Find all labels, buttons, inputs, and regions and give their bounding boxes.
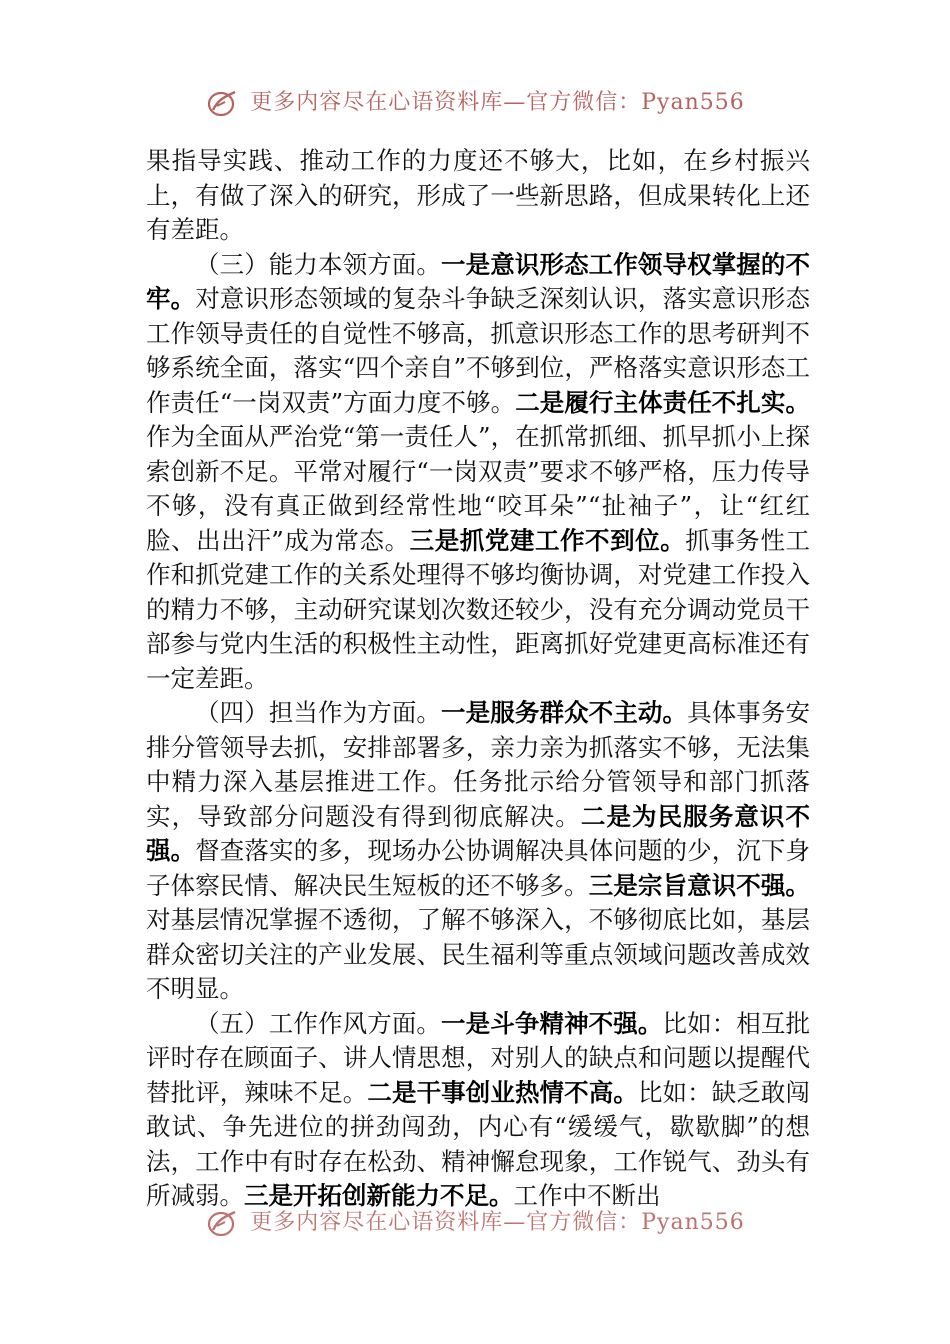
bold-phrase: 三是宗旨意识不强。 xyxy=(588,870,811,900)
paragraph xyxy=(146,1007,810,1214)
paragraph xyxy=(146,696,810,1007)
text-run: 对基层情况掌握不透彻，了解不够深入，不够彻底比如，基层群众密切关注的产业发展、民生福利等重点领域问题改善成效不明显。 xyxy=(146,905,810,1003)
bold-phrase: 一是服务群众不主动。 xyxy=(441,698,688,727)
watermark-footer xyxy=(0,1208,950,1238)
text-run: （三）能力本领方面。 xyxy=(195,249,442,279)
paragraph xyxy=(146,144,810,248)
bold-phrase: 二是干事创业热情不高。 xyxy=(367,1077,638,1107)
paragraph xyxy=(146,248,810,697)
text-run: 工作中不断出 xyxy=(513,1181,661,1210)
text-run: 作为全面从严治党“第一责任人”，在抓常抓细、抓早抓小上探索创新不足。平常对履行“一岗双责”要求不够严格，压力传导不够，没有真正做到经常性地“咬耳朵”“扯袖子”，让“红红脸、出出汗”成为常态。 xyxy=(146,422,810,555)
bold-phrase: 三是抓党建工作不到位。 xyxy=(409,525,686,555)
text-run: 抓事务性工作和抓党建工作的关系处理得不够均衡协调，对党建工作投入的精力不够，主动研究谋划次数还较少，没有充分调动党员干部参与党内生活的积极性主动性，距离抓好党建更高标准还有一定差距。 xyxy=(146,525,811,693)
text-run: 比如：缺乏敢闯敢试、争先进位的拼劲闯劲，内心有“缓缓气，歇歇脚”的想法，工作中有时存在松劲、精神懈怠现象，工作锐气、劲头有所减弱。 xyxy=(146,1077,811,1210)
text-run: 比如：相互批评时存在顾面子、讲人情思想，对别人的缺点和问题以提醒代替批评，辣味不足。 xyxy=(146,1008,811,1107)
bold-phrase: 二是履行主体责任不扎实。 xyxy=(515,387,810,417)
brand-logo-icon xyxy=(205,88,239,118)
text-run: 对意识形态领域的复杂斗争缺乏深刻认识，落实意识形态工作领导责任的自觉性不够高，抓意识形态工作的思考研判不够系统全面，落实“四个亲自”不够到位，严格落实意识形态工作责任“一岗双责”方面力度不够。 xyxy=(146,284,811,417)
bold-phrase: 一是斗争精神不强。 xyxy=(441,1008,663,1038)
text-run: 督查落实的多，现场办公协调解决具体问题的少，沉下身子体察民情、解决民生短板的还不够多。 xyxy=(146,836,811,900)
brand-logo-icon xyxy=(205,1208,239,1238)
text-run: 果指导实践、推动工作的力度还不够大，比如，在乡村振兴上，有做了深入的研究，形成了一些新思路，但成果转化上还有差距。 xyxy=(146,146,810,244)
bold-phrase: 一是意识形态工作领导权掌握的不牢。 xyxy=(146,249,811,313)
watermark-header xyxy=(0,88,950,118)
watermark-text: 更多内容尽在心语资料库—官方微信：Pyan556 xyxy=(250,90,745,115)
body-text xyxy=(146,144,810,1214)
text-run: 具体事务安排分管领导去抓，安排部署多，亲力亲为抓落实不够，无法集中精力深入基层推进工作。任务批示给分管领导和部门抓落实，导致部分问题没有得到彻底解决。 xyxy=(146,698,811,831)
bold-phrase: 二是为民服务意识不强。 xyxy=(146,801,810,865)
bold-phrase: 三是开拓创新能力不足。 xyxy=(244,1181,514,1210)
text-run: （四）担当作为方面。 xyxy=(195,698,442,727)
text-run: （五）工作作风方面。 xyxy=(195,1008,442,1038)
watermark-text: 更多内容尽在心语资料库—官方微信：Pyan556 xyxy=(250,1210,745,1235)
